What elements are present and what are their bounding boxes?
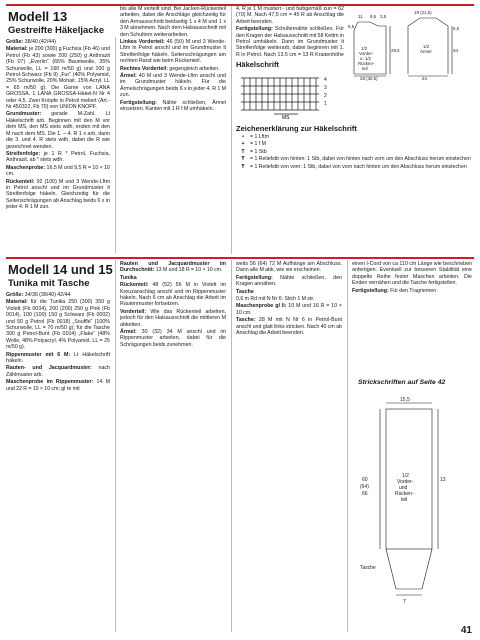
instruction-paragraph bbox=[120, 6, 226, 38]
instruction-text: 13 M und 18 R = 10 × 10 cm. bbox=[154, 267, 223, 274]
instruction-heading: Rauten- und Jacquardmuster: bbox=[6, 365, 92, 372]
instruction-column-2 bbox=[120, 6, 226, 254]
instruction-paragraph bbox=[236, 6, 344, 25]
instruction-text: Lt Häkelschrift häkeln. bbox=[6, 351, 110, 365]
svg-text:Tasche: Tasche bbox=[360, 565, 376, 571]
svg-text:6,5: 6,5 bbox=[453, 26, 460, 31]
svg-text:1/2: 1/2 bbox=[402, 473, 409, 479]
instruction-paragraph bbox=[6, 379, 110, 392]
legend-text: = 1 f M bbox=[250, 141, 267, 148]
svg-text:6,5: 6,5 bbox=[348, 24, 355, 29]
instruction-text: weits 56 (64) 72 M Aufhänge am Abschluss. Dann alle M abk, wie sie erscheinen. bbox=[236, 261, 342, 274]
instruction-text: je 1 R * Petrol, Fuchsia, Anthrazit, ab * stets wdh. bbox=[6, 150, 110, 164]
instruction-paragraph bbox=[120, 100, 226, 113]
svg-text:9,5: 9,5 bbox=[370, 14, 377, 19]
svg-text:15,5: 15,5 bbox=[400, 397, 410, 403]
model-subtitle: Tunika mit Tasche bbox=[8, 278, 90, 289]
svg-text:Rücken-: Rücken- bbox=[358, 61, 375, 66]
instruction-heading: Maschenprobe im Rippenmuster: bbox=[6, 379, 94, 386]
bag-schematic bbox=[352, 389, 472, 627]
section-divider bbox=[6, 257, 474, 259]
instruction-text: Schulternähte schließen. Für den Kragen der Halsausschnitt mit 58 Kettm in Petrol umhäkeln. Dann im Grundmuster lt Streifenfolge weiterarb, dabei beginnen mit 1. R in Petrol. Nach 13,5 cm = 13 R Kragenhöhe bbox=[236, 26, 344, 56]
instruction-paragraph bbox=[6, 365, 110, 378]
body-outline bbox=[354, 22, 386, 74]
instruction-paragraph bbox=[6, 165, 110, 178]
chart-legend bbox=[236, 134, 472, 171]
instruction-text: 0,6 m Rd mit N Nr 6: Stich 1 M str. bbox=[236, 296, 315, 303]
instruction-heading: Ärmel: bbox=[120, 73, 137, 80]
instruction-heading: Tasche: bbox=[236, 317, 256, 324]
instruction-heading: Rechtes Vorderteil: bbox=[120, 65, 168, 72]
instruction-heading: Ärmel: bbox=[120, 329, 137, 336]
instruction-heading: Tunika bbox=[120, 274, 137, 281]
instruction-paragraph bbox=[6, 179, 110, 211]
instruction-paragraph bbox=[352, 288, 472, 294]
instruction-paragraph bbox=[6, 46, 110, 110]
svg-text:13: 13 bbox=[440, 477, 446, 483]
instruction-heading: Maschenprobe gl li: bbox=[236, 303, 287, 310]
instruction-heading: Rippenmuster mit 6 M: bbox=[6, 351, 71, 358]
chart-title: Häkelschrift bbox=[236, 60, 279, 69]
svg-text:1: 1 bbox=[324, 101, 327, 107]
instruction-paragraph bbox=[236, 275, 342, 288]
svg-text:3: 3 bbox=[324, 85, 327, 91]
instruction-text: gegengleich arbeiten. bbox=[167, 65, 220, 72]
bag-bottom bbox=[386, 549, 432, 589]
model-title: Modell 13 bbox=[8, 9, 68, 24]
svg-text:19 (21,5): 19 (21,5) bbox=[414, 10, 432, 15]
instruction-text: für die Tunika 250 (300) 350 g Violett (Fb 0034), 200 (200) 250 g Pink (Fb 0014), 100 (100) 150 g Schwarz (Fb 0002) und 50 g Petrol (Fb 0018) „Soufflé“ (100% Schurwolle, LL = 70 m/50 g); für die Tasche 300 g Petrol-Bunt (Fb 0104) „Flake“ (48% Wolle, 48% Polyacryl, 4% Polyamid, LL = 25 m/50 g). bbox=[6, 299, 110, 351]
instruction-paragraph bbox=[352, 261, 472, 287]
instruction-text: bis alle M verteilt sind. Bei Jacken-Rückenteil arbeiten, dabei die Anschläge gleichzeitig für den Armausschnitt beidseitig 1 x 4 M und 1 x 3 M abnehmen. Nach dem Halsausschnitt mit den Schultern weiterarbeiten. bbox=[120, 6, 226, 38]
garment-schematic bbox=[348, 6, 472, 81]
instruction-heading: Material: bbox=[6, 299, 28, 306]
svg-text:(64): (64) bbox=[360, 484, 369, 490]
instruction-text: 40 M und 3 Wende-Lftm anschl und im Grundmuster häkeln. Für die Ärmelschrägungen beids 6 x in jeder 4. R 1 M zun. bbox=[120, 73, 226, 99]
instruction-paragraph bbox=[236, 289, 342, 295]
instruction-paragraph bbox=[120, 73, 226, 99]
legend-symbol: Ŧ bbox=[241, 156, 245, 163]
instruction-paragraph bbox=[6, 292, 110, 298]
instruction-paragraph bbox=[6, 352, 110, 365]
instruction-text: 4. R je 1 M musterr.- und farbgemäß zun = 62 (70) M. Nach 47,5 cm = 45 R ab Anschlag die Arbeit beenden. bbox=[236, 6, 344, 25]
instruction-column-1 bbox=[6, 292, 110, 632]
instruction-text: Nähte schließen, Ärmel einsetzen. Kanten mit 1 R f M umhäkeln. bbox=[120, 99, 226, 113]
instruction-heading: Fertigstellung: bbox=[120, 99, 157, 106]
instruction-paragraph bbox=[120, 261, 226, 274]
column-rule bbox=[115, 37, 116, 253]
instruction-text: 92 (100) M und 3 Wende-Lftm in Petrol anschl und im Grundmuster lt Streifenfolge häkeln. Gleichzeitig für die Seitenschrägungen ab Anschlag beids 6 x in jeder 4. R 1 M zun. bbox=[6, 178, 110, 211]
instruction-paragraph bbox=[236, 261, 342, 274]
instruction-paragraph bbox=[236, 296, 342, 302]
instruction-text: Nähte schließen, den Kragen annähen. bbox=[236, 274, 342, 288]
instruction-heading: Größe: bbox=[6, 39, 24, 45]
instruction-column-3 bbox=[236, 261, 342, 632]
instruction-heading: Grundmuster: bbox=[6, 111, 42, 118]
instruction-heading: Fertigstellung: bbox=[236, 274, 273, 281]
instruction-text: 46 (50) M und 3 Wende-Lftm in Petrol anschl und im Grundmuster lt Streifenfolge häkeln. Seitenschrägungen am rechten Rand wie beim Rückenteil. bbox=[120, 39, 226, 65]
svg-text:29,5: 29,5 bbox=[391, 48, 400, 53]
instruction-heading: Rückenteil: bbox=[120, 282, 149, 289]
svg-text:und: und bbox=[399, 485, 408, 491]
svg-text:Rücken-: Rücken- bbox=[395, 491, 414, 497]
column-rule bbox=[347, 260, 348, 632]
instruction-paragraph bbox=[120, 282, 226, 308]
svg-text:2: 2 bbox=[324, 93, 327, 99]
svg-text:60: 60 bbox=[362, 477, 368, 483]
svg-text:4: 4 bbox=[324, 77, 327, 83]
instruction-heading: Rückenteil: bbox=[6, 178, 35, 185]
legend-symbol: + bbox=[241, 141, 245, 148]
sleeve-label: 1/2 bbox=[423, 44, 430, 49]
instruction-heading: Maschenprobe: bbox=[6, 164, 46, 171]
instruction-text: 34/36 (38/40) 42/44 bbox=[23, 292, 71, 298]
instruction-paragraph bbox=[6, 299, 110, 350]
legend-row bbox=[236, 156, 472, 162]
instruction-paragraph bbox=[236, 26, 344, 56]
legend-text: = 1 Lftm bbox=[250, 134, 269, 140]
chart-reference: Strickschriften auf Seite 42 bbox=[358, 379, 446, 386]
instruction-text: je 200 (300) g Fuchsia (Fb 46) und Petrol (Fb 43) sowie 200 (250) g Anthrazit (Fb 07) „Everlin“ (65% Baumwolle, 35% Schurwolle, LL = 160 m/50 g) und 100 g Petrol-Schwarz (Fb 9) „Fur“ (40% Polyamid, 25% Schurwolle, 20% Mohair, 15% Acryl, LL = 65 m/50 g). Die Garne von LANA GROSSA. 1 LANA GROSSA-Häkel-N Nr 4 oder 4,5. Zwei Knöpfe in Petrol meliert (Art.-Nr 450322, Fb 70) von UNION KNOPF. bbox=[6, 46, 110, 111]
instruction-text: nach Zählmuster arb. bbox=[6, 365, 110, 378]
instruction-heading: Rauten und Jacquardmuster im Durchschnitt: bbox=[120, 261, 226, 274]
legend-symbol: • bbox=[242, 134, 244, 140]
instruction-paragraph bbox=[236, 303, 342, 316]
legend-row bbox=[236, 164, 472, 170]
svg-text:teil: teil bbox=[401, 497, 408, 503]
svg-text:7: 7 bbox=[403, 599, 406, 605]
instruction-column-4 bbox=[352, 261, 472, 373]
model-title: Modell 14 und 15 bbox=[8, 262, 113, 277]
bag-schematic-svg bbox=[352, 389, 472, 627]
legend-row bbox=[236, 141, 472, 147]
svg-text:Ärmel: Ärmel bbox=[420, 49, 432, 54]
column-rule bbox=[231, 260, 232, 632]
instruction-text: einen I-Cord von ca 110 cm Länge wie beschrieben anfertigen. Eventuell zur besseren Stabilität eine doppelte Reihe fester Maschen arbeiten. Die Enden vernähen und die Tasche fertigstellen. bbox=[352, 261, 472, 287]
crochet-chart-svg bbox=[236, 70, 346, 120]
back-label: 1/2 bbox=[361, 46, 368, 51]
page-number: 41 bbox=[460, 625, 472, 636]
svg-text:teil: teil bbox=[362, 66, 368, 71]
svg-text:28 (30,5): 28 (30,5) bbox=[360, 76, 378, 81]
instruction-paragraph bbox=[120, 66, 226, 72]
legend-row bbox=[236, 134, 472, 140]
instruction-heading: Fertigstellung: bbox=[236, 26, 273, 33]
instruction-heading: Material: bbox=[6, 46, 28, 53]
instruction-text: 48 (52) 56 M in Violett im Kreuzanschlag anschl und im Rippenmuster häkeln. Nach 6 cm ab Anschlag die Arbeit im Rautenmuster fortsetzen. bbox=[120, 282, 226, 308]
instruction-heading: Streifenfolge: bbox=[6, 150, 41, 157]
instruction-heading: Vorderteil: bbox=[120, 308, 147, 315]
instruction-column-3 bbox=[236, 6, 344, 56]
svg-text:24: 24 bbox=[422, 76, 427, 81]
instruction-text: 14 M und 22 R = 10 × 10 cm; gl re mit bbox=[6, 379, 110, 392]
legend-row bbox=[236, 149, 472, 155]
instruction-heading: Größe: bbox=[6, 292, 24, 298]
svg-text:66: 66 bbox=[362, 491, 368, 497]
svg-text:Vorder-: Vorder- bbox=[359, 51, 374, 56]
instruction-paragraph bbox=[6, 39, 110, 45]
instruction-heading: Linkes Vorderteil: bbox=[120, 39, 165, 46]
svg-text:Vorder-: Vorder- bbox=[397, 479, 414, 485]
instruction-text: 16,5 M und 9,5 R = 10 × 10 cm. bbox=[6, 164, 110, 178]
instruction-text: 28 M mit N Nr 6 in Petrol-Bunt anschl und glatt links stricken. Nach 40 cm ab Anschlag die Arbeit beenden. bbox=[236, 317, 342, 337]
instruction-paragraph bbox=[120, 39, 226, 65]
instruction-paragraph bbox=[236, 317, 342, 336]
instruction-text: 38/40 (42/44) bbox=[23, 39, 56, 45]
model-subtitle: Gestreifte Häkeljacke bbox=[8, 25, 105, 36]
legend-text: = 1 Stb bbox=[250, 148, 267, 155]
column-rule bbox=[231, 6, 232, 254]
legend-text: = 1 Reliefstb von hinten: 1 Stb, dabei von hinten nach vorn um den Abschluss herum einstechen bbox=[250, 156, 471, 163]
instruction-text: Für den Tragriemen bbox=[388, 287, 437, 294]
column-rule bbox=[115, 260, 116, 632]
instruction-text: Wie das Rückenteil arbeiten, jedoch für den Halsausschnitt die mittleren M abketten. bbox=[120, 308, 226, 328]
svg-text:u. 1/2: u. 1/2 bbox=[360, 56, 371, 61]
instruction-paragraph bbox=[120, 329, 226, 348]
instruction-text: 30 (32) 34 M anschl und im Rippenmuster arbeiten, dabei für die Schrägungen beids zunehmen. bbox=[120, 329, 226, 348]
model-14-15-section bbox=[6, 257, 474, 637]
crochet-chart bbox=[236, 70, 346, 120]
ms-label: MS bbox=[282, 115, 290, 120]
legend-symbol: Ŧ bbox=[241, 163, 245, 170]
model-13-section bbox=[6, 4, 474, 256]
legend-text: = 1 Reliefstb von vorn: 1 Stb, dabei von vorn nach hinten um den Abschluss herum einstechen bbox=[250, 163, 467, 170]
instruction-paragraph bbox=[120, 275, 226, 281]
schematic-svg bbox=[348, 6, 472, 81]
instruction-paragraph bbox=[6, 111, 110, 149]
legend-symbol: T bbox=[241, 148, 245, 155]
svg-text:34: 34 bbox=[453, 48, 458, 53]
svg-text:11: 11 bbox=[358, 14, 363, 19]
instruction-column-1 bbox=[6, 39, 110, 254]
instruction-column-2 bbox=[120, 261, 226, 632]
instruction-paragraph bbox=[120, 309, 226, 328]
instruction-heading: Tasche bbox=[236, 288, 254, 295]
svg-text:3,5: 3,5 bbox=[380, 14, 387, 19]
instruction-heading: Fertigstellung: bbox=[352, 287, 389, 294]
instruction-text: 10 M und 16 R = 10 × 10 cm. bbox=[236, 303, 342, 316]
legend-title: Zeichenerklärung zur Häkelschrift bbox=[236, 124, 357, 133]
instruction-text: gerade M-Zahl. Lt Häkelschrift arb. Beginnen mit den M vor dem MS, den MS stets wdh, enden mit den M nach dem MS. Die 1. – 4. R 1 x arb, dann die 3. und 4. R stets wdh, dabei die R wie gezeichnet wenden. bbox=[6, 111, 110, 150]
instruction-paragraph bbox=[6, 151, 110, 164]
